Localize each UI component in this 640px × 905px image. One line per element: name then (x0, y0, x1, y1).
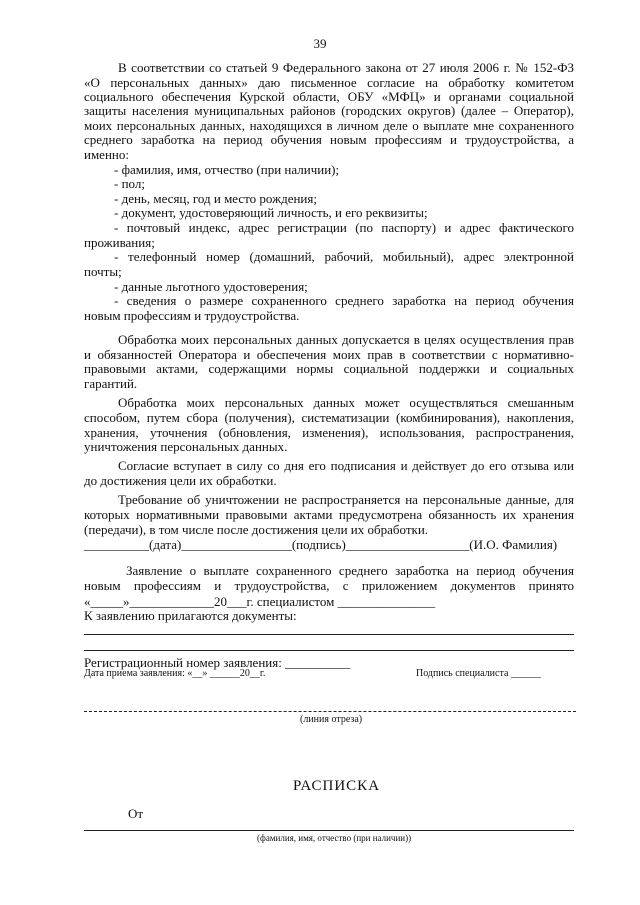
consent-line: гарантий. (84, 376, 138, 391)
page-number: 39 (313, 36, 327, 51)
signature-caption: (подпись) (291, 537, 346, 552)
receipt-date: Дата приема заявления: «__» ______20__г. (84, 668, 266, 679)
consent-line: - сведения о размере сохраненного среднего заработка на период обучения (114, 293, 574, 308)
consent-line: Обработка моих персональных данных может осуществляться смешанным (118, 395, 574, 410)
consent-line: Согласие вступает в силу со дня его подписания и действует до его отзыва или (118, 458, 574, 473)
from-label: От (128, 806, 144, 821)
cut-line (84, 711, 576, 712)
consent-line: - пол; (114, 176, 145, 191)
consent-line: способом, путем сбора (получения), систематизации (комбинирования), накопления, (84, 410, 574, 425)
consent-line: почты; (84, 264, 122, 279)
consent-line: защиты населения муниципальных районов (городских округов) (далее – Оператор), (84, 103, 574, 118)
consent-line: - день, месяц, год и место рождения; (114, 191, 317, 206)
consent-line: правовыми актами, содержащими нормы социальной поддержки и социальных (84, 361, 574, 376)
attachments-line-1 (84, 634, 574, 635)
acceptance-line: Заявление о выплате сохраненного среднего заработка на период обучения (126, 563, 574, 578)
cut-line-label: (линия отреза) (300, 714, 363, 725)
consent-line: «О персональных данных» даю письменное согласие на обработку комитетом (84, 75, 574, 90)
attachments-label: К заявлению прилагаются документы: (84, 608, 297, 623)
consent-line: и обязанностей Оператора и обеспечения моих прав в соответствии с нормативно- (84, 347, 574, 362)
consent-line: уничтожения персональных данных. (84, 439, 288, 454)
signature-row: __________(дата)_________________(подпись)___________________(И.О. Фамилия) (84, 537, 558, 552)
consent-line: моих персональных данных, находящихся в личном деле о выплате мне сохраненного (84, 118, 574, 133)
consent-line: проживания; (84, 235, 155, 250)
attachments-line-2 (84, 650, 574, 651)
consent-line: - фамилия, имя, отчество (при наличии); (114, 162, 340, 177)
consent-line: хранения, уточнения (обновления, изменения), использования, распространения, (84, 425, 574, 440)
consent-line: Обработка моих персональных данных допускается в целях осуществления прав (118, 332, 574, 347)
acceptance-line: «_____»_____________20___г. специалистом _______________ (84, 594, 436, 609)
from-name-line (84, 830, 574, 831)
consent-line: до достижения цели их обработки. (84, 473, 277, 488)
consent-line: - телефонный номер (домашний, рабочий, мобильный), адрес электронной (114, 249, 574, 264)
fio-hint: (фамилия, имя, отчество (при наличии)) (257, 833, 412, 843)
consent-line: социального обеспечения Курской области, ОБУ «МФЦ» и органами социальной (84, 89, 574, 104)
consent-line: именно: (84, 147, 129, 162)
consent-line: - почтовый индекс, адрес регистрации (по паспорту) и адрес фактического (114, 220, 574, 235)
consent-line: В соответствии со статьей 9 Федерального закона от 27 июля 2006 г. № 152-ФЗ (118, 60, 574, 75)
consent-line: новым профессиям и трудоустройства. (84, 308, 300, 323)
consent-line: - данные льготного удостоверения; (114, 279, 308, 294)
receipt-title: РАСПИСКА (293, 778, 381, 794)
consent-line: которых нормативными правовыми актами предусмотрена обязанность их хранения (84, 507, 574, 522)
registration-number: Регистрационный номер заявления: __________ (84, 655, 351, 670)
acceptance-line: новым профессиям и трудоустройства, с приложением документов принято (84, 578, 574, 593)
consent-line: среднего заработка на период обучения новым профессиям и трудоустройства, а (84, 132, 574, 147)
specialist-signature: Подпись специалиста ______ (416, 668, 541, 679)
consent-line: (передачи), в том числе после достижения цели их обработки. (84, 522, 429, 537)
name-caption: (И.О. Фамилия) (469, 537, 558, 552)
consent-line: Требование об уничтожении не распространяется на персональные данные, для (118, 492, 574, 507)
consent-line: - документ, удостоверяющий личность, и его реквизиты; (114, 205, 428, 220)
date-caption: (дата) (149, 537, 182, 552)
